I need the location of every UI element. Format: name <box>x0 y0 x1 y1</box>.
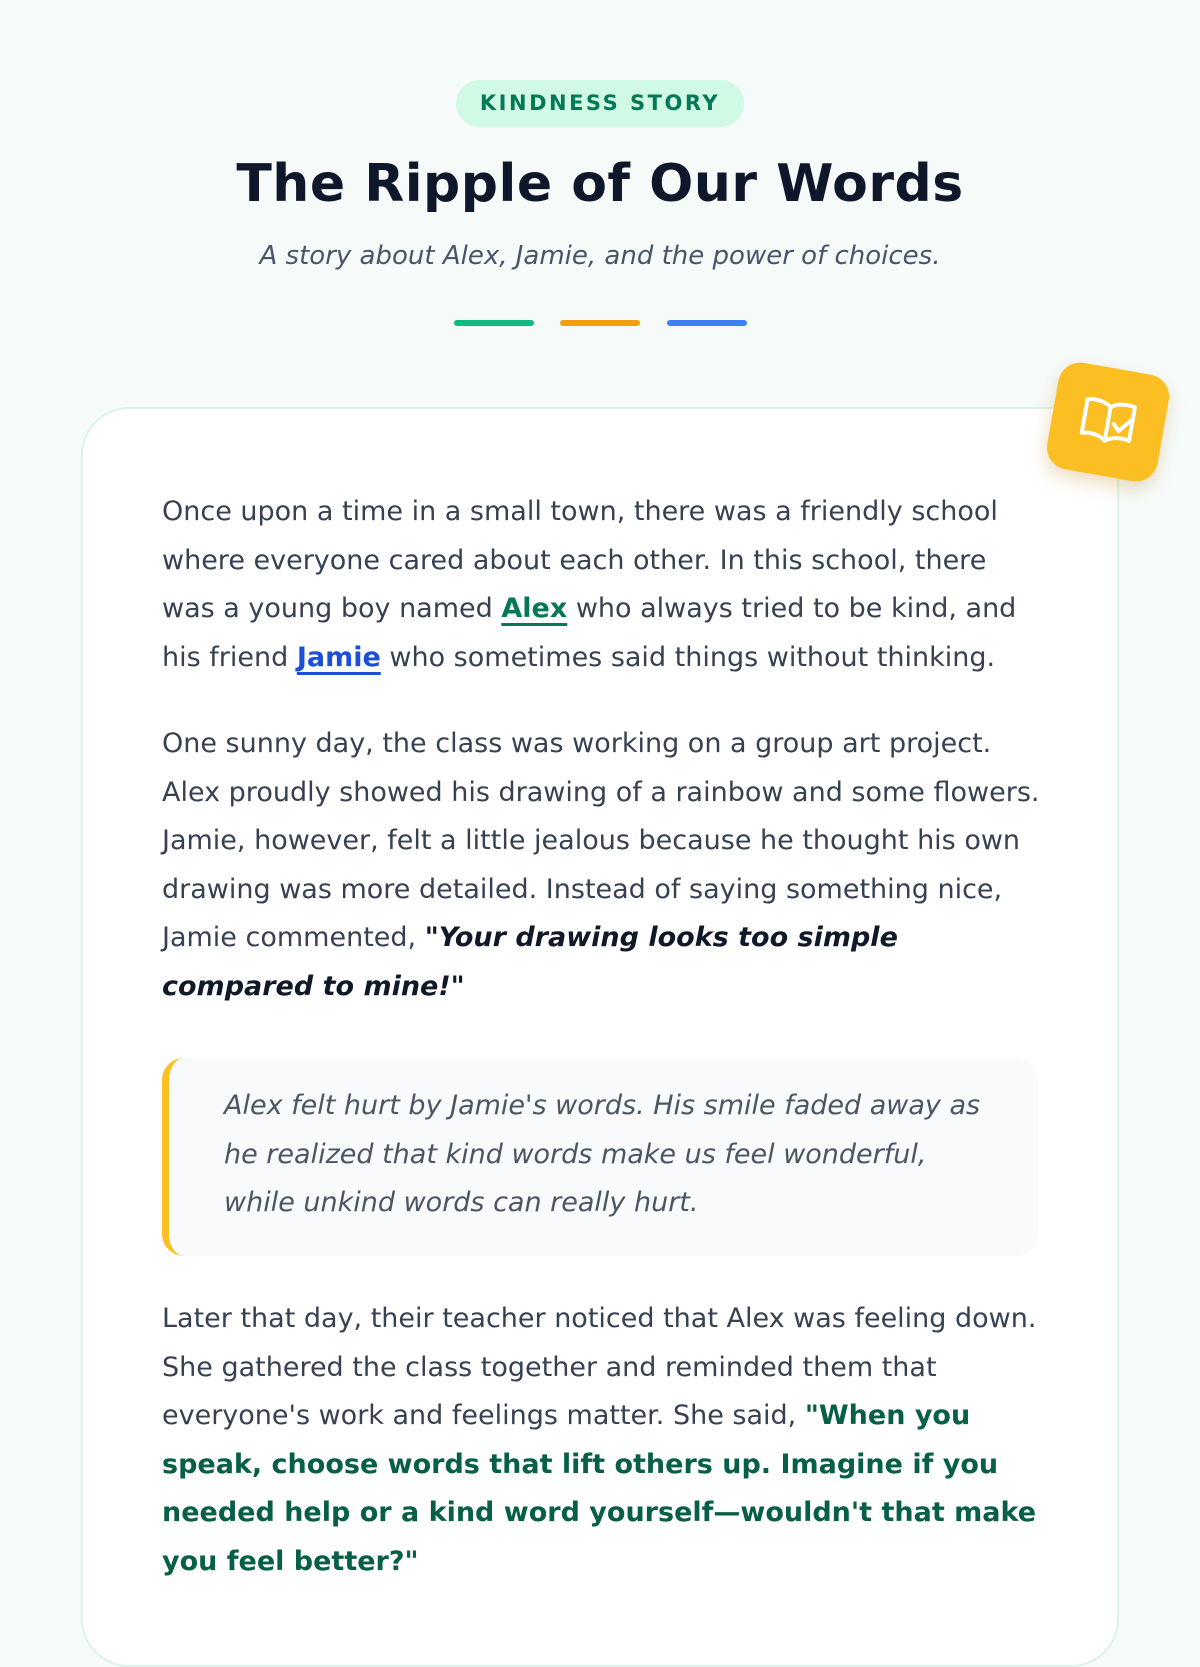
story-body <box>162 488 1042 1011</box>
category-badge: KINDNESS STORY <box>456 80 744 127</box>
divider-orange <box>560 320 640 326</box>
jamie-quote: "Your drawing looks too simple compared to mine!" <box>162 922 898 1002</box>
story-paragraph-1 <box>162 488 1042 682</box>
paragraph-text: who sometimes said things without thinking. <box>380 641 996 673</box>
story-body-continued <box>162 1295 1042 1586</box>
page-title: The Ripple of Our Words <box>236 154 964 214</box>
paragraph-text: Once upon a time in a small town, there was a friendly school where everyone cared about each other. In this school, there was a young boy named <box>162 496 998 624</box>
divider-blue <box>667 320 747 326</box>
character-name-jamie: Jamie <box>296 641 381 673</box>
callout-quote: Alex felt hurt by Jamie's words. His smile faded away as he realized that kind words make us feel wonderful, while unkind words can really hurt. <box>162 1058 1038 1256</box>
story-paragraph-3 <box>162 1295 1042 1586</box>
book-check-icon <box>1043 359 1172 485</box>
page-subtitle: A story about Alex, Jamie, and the power of choices. <box>259 241 941 271</box>
divider-green <box>454 320 534 326</box>
paragraph-text: who always tried to be kind, and his friend <box>162 593 1017 673</box>
story-paragraph-2 <box>162 720 1042 1011</box>
teacher-quote: "When you speak, choose words that lift others up. Imagine if you needed help or a kind word yourself—wouldn't that make you feel better?" <box>162 1400 1037 1577</box>
paragraph-text: Later that day, their teacher noticed that Alex was feeling down. She gathered the class together and reminded them that everyone's work and feelings matter. She said, <box>162 1303 1037 1431</box>
character-name-alex: Alex <box>501 593 568 624</box>
paragraph-text: One sunny day, the class was working on a group art project. Alex proudly showed his drawing of a rainbow and some flowers. Jamie, however, felt a little jealous because he thought his own drawing was more detailed. Instead of saying something nice, Jamie commented, <box>162 728 1040 953</box>
